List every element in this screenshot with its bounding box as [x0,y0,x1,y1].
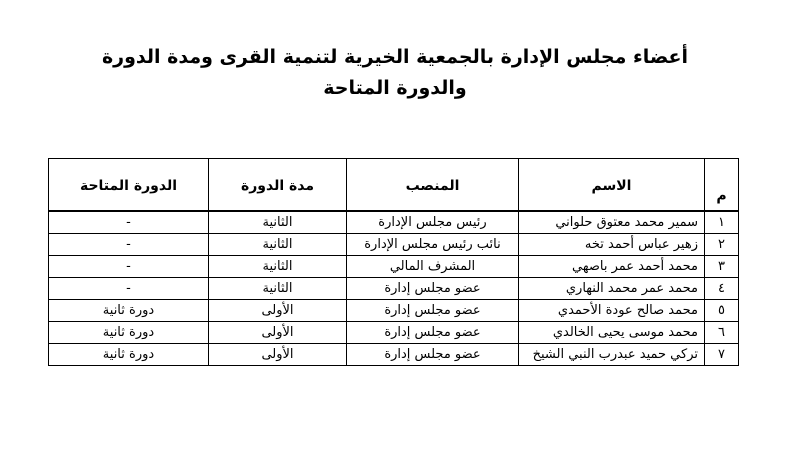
member-available-term: - [49,234,209,256]
member-name: تركي حميد عبدرب النبي الشيخ [519,344,705,366]
member-available-term: دورة ثانية [49,300,209,322]
table-header-row [49,159,739,212]
member-name: محمد موسى يحيى الخالدي [519,322,705,344]
row-number: ٦ [705,322,739,344]
header-name: الاسم [519,159,705,212]
header-available-term: الدورة المتاحة [49,159,209,212]
member-position: المشرف المالي [347,256,519,278]
member-name: محمد صالح عودة الأحمدي [519,300,705,322]
board-members-table [48,158,739,366]
member-term: الثانية [209,211,347,234]
row-number: ١ [705,211,739,234]
table-row [49,256,739,278]
member-available-term: - [49,278,209,300]
member-available-term: دورة ثانية [49,344,209,366]
member-name: محمد عمر محمد النهاري [519,278,705,300]
member-term: الأولى [209,322,347,344]
member-available-term: دورة ثانية [49,322,209,344]
header-number: م [705,159,739,212]
table-row [49,211,739,234]
member-term: الأولى [209,300,347,322]
member-term: الأولى [209,344,347,366]
row-number: ٣ [705,256,739,278]
table-row [49,344,739,366]
table-row [49,234,739,256]
row-number: ٧ [705,344,739,366]
table-row [49,322,739,344]
document-title-line-1: أعضاء مجلس الإدارة بالجمعية الخيرية لتنمية القرى ومدة الدورة [101,46,689,68]
member-term: الثانية [209,256,347,278]
member-position: عضو مجلس إدارة [347,344,519,366]
header-term: مدة الدورة [209,159,347,212]
member-position: نائب رئيس مجلس الإدارة [347,234,519,256]
member-name: زهير عباس أحمد تخه [519,234,705,256]
member-position: عضو مجلس إدارة [347,322,519,344]
member-available-term: - [49,211,209,234]
table-row [49,300,739,322]
member-position: عضو مجلس إدارة [347,278,519,300]
header-position: المنصب [347,159,519,212]
row-number: ٢ [705,234,739,256]
member-term: الثانية [209,234,347,256]
member-term: الثانية [209,278,347,300]
row-number: ٥ [705,300,739,322]
row-number: ٤ [705,278,739,300]
document-title-line-2: والدورة المتاحة [323,77,467,99]
member-position: عضو مجلس إدارة [347,300,519,322]
member-name: محمد أحمد عمر باصهي [519,256,705,278]
member-available-term: - [49,256,209,278]
table-row [49,278,739,300]
member-name: سمير محمد معتوق حلواني [519,211,705,234]
member-position: رئيس مجلس الإدارة [347,211,519,234]
